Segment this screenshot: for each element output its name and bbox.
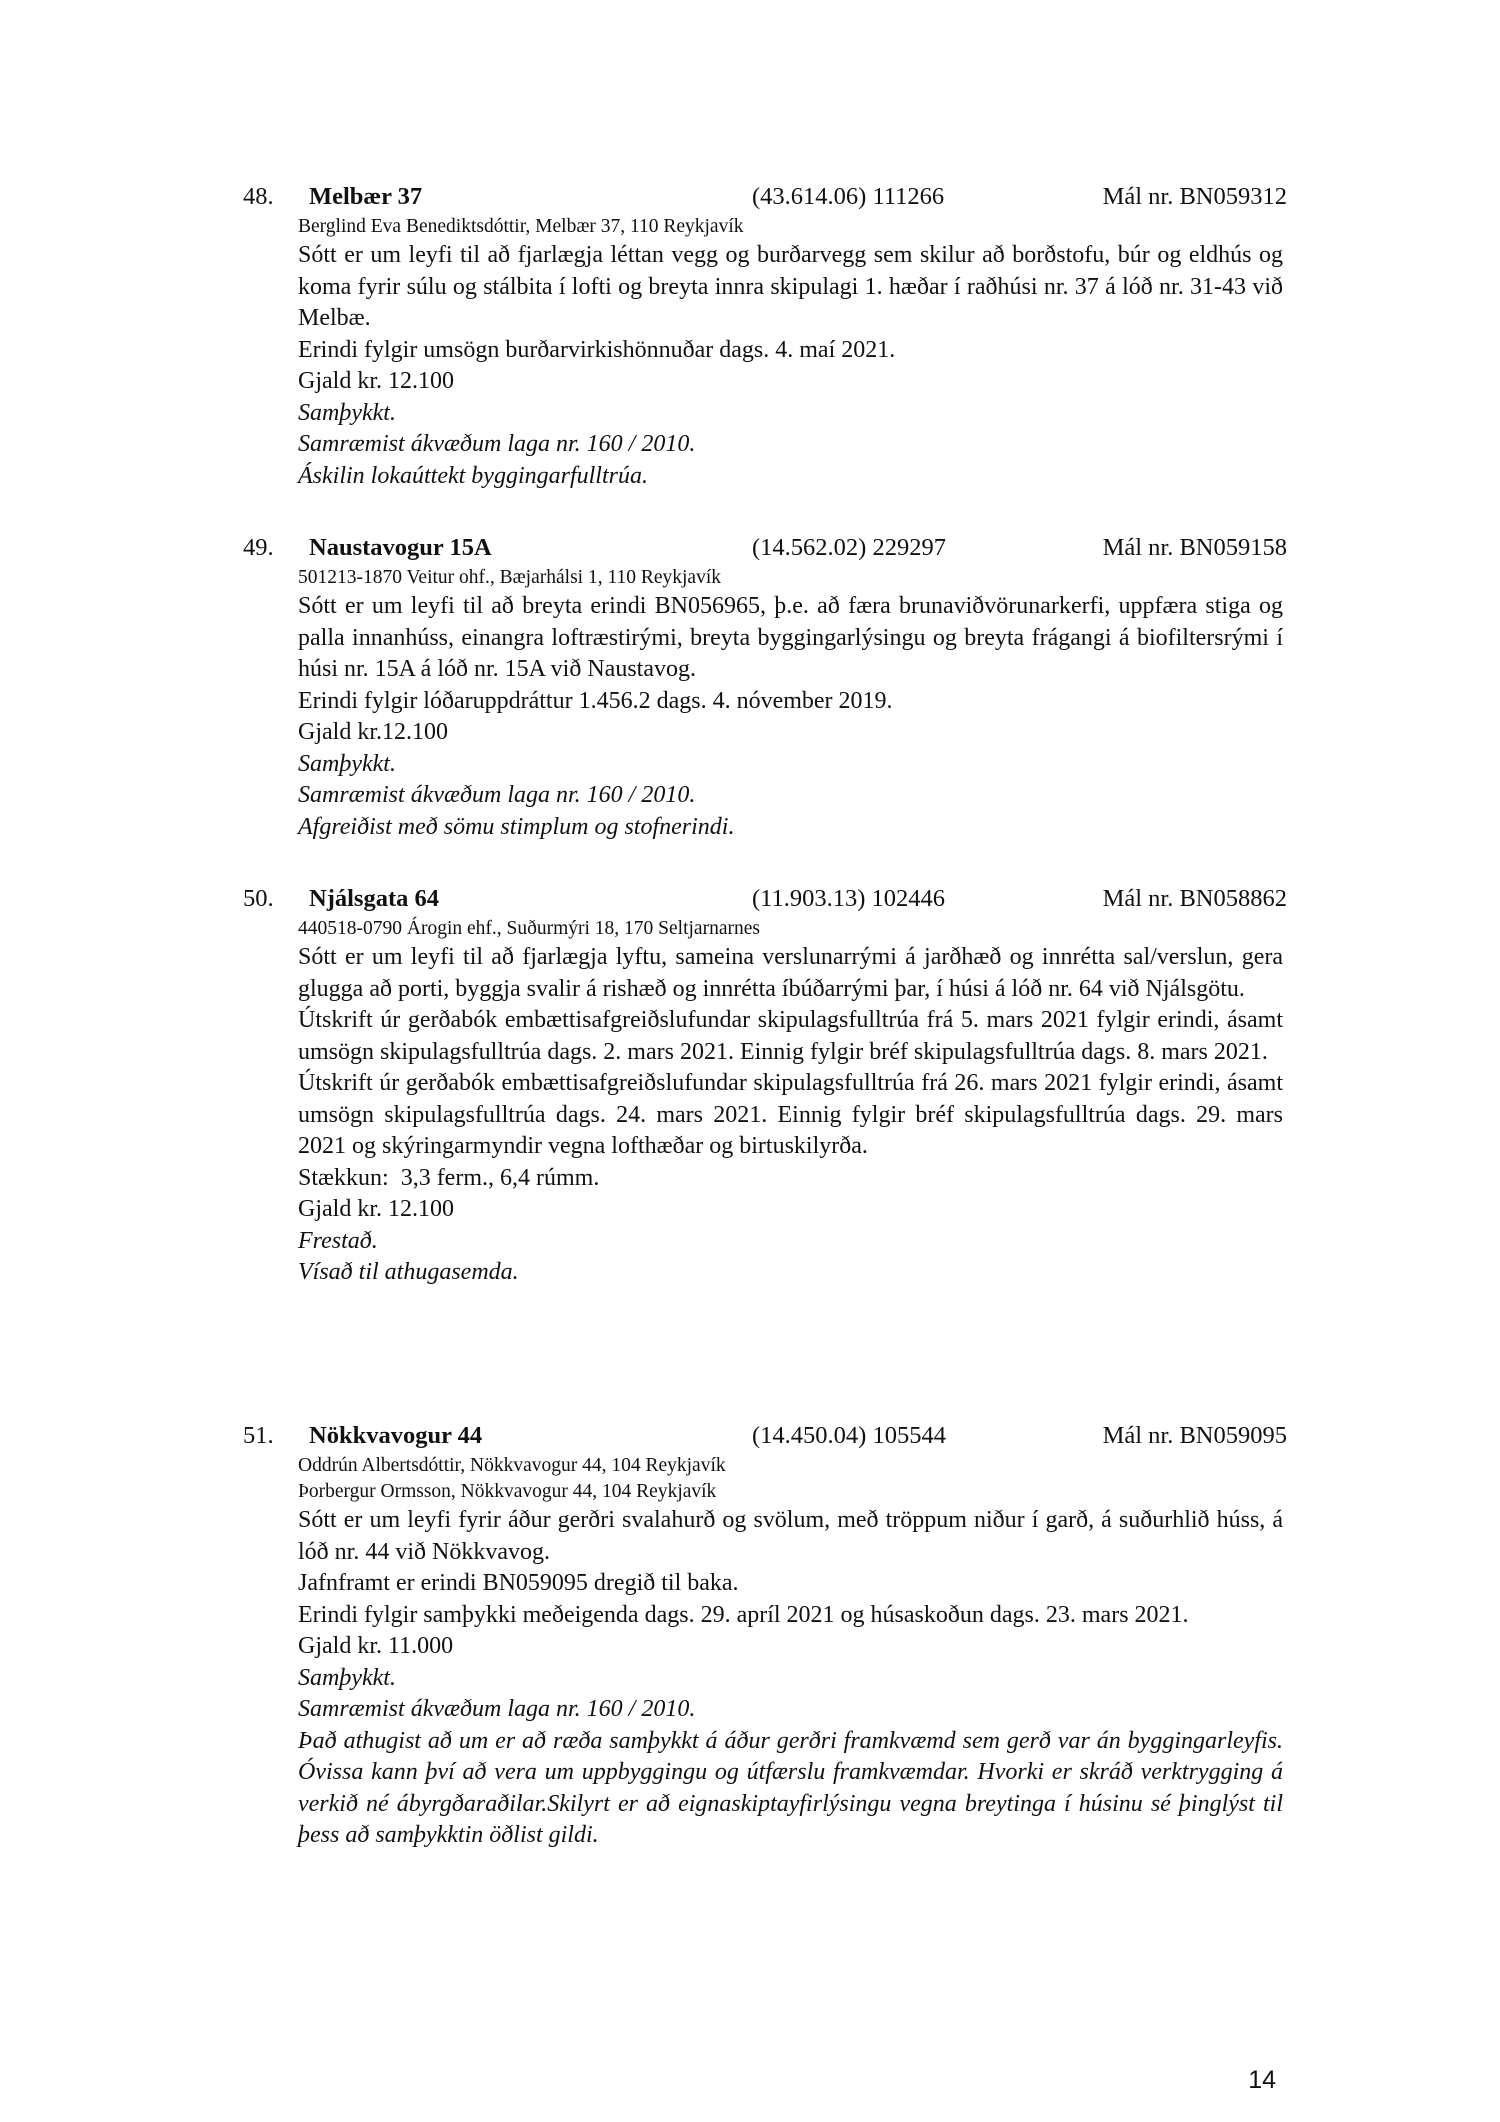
entry-number: 50. <box>243 885 274 912</box>
applicant: Oddrún Albertsdóttir, Nökkvavogur 44, 104 Reykjavík <box>298 1455 726 1476</box>
entry-decision: Samþykkt. <box>298 1664 396 1691</box>
entry-case-number: Mál nr. BN059312 <box>1102 183 1287 210</box>
entry-number: 49. <box>243 534 274 561</box>
entry-reference: (14.562.02) 229297 <box>752 534 946 561</box>
entry-case-number: Mál nr. BN058862 <box>1102 885 1287 912</box>
entry-note: Erindi fylgir lóðaruppdráttur 1.456.2 dags. 4. nóvember 2019. <box>298 687 893 714</box>
entry-decision: Frestað. <box>298 1227 378 1254</box>
entry-case-number: Mál nr. BN059158 <box>1102 534 1287 561</box>
case-entry <box>243 180 1287 492</box>
entry-number: 51. <box>243 1422 274 1449</box>
case-entry <box>243 882 1287 1289</box>
entry-decision: Afgreiðist með sömu stimplum og stofnerindi. <box>298 813 735 840</box>
entry-decision: Samræmist ákvæðum laga nr. 160 / 2010. <box>298 782 696 808</box>
entry-note: Jafnframt er erindi BN059095 dregið til baka. <box>298 1570 739 1596</box>
entry-decision: Samþykkt. <box>298 399 396 426</box>
entry-decision: Áskilin lokaúttekt byggingarfulltrúa. <box>298 462 648 489</box>
entry-decision: Vísað til athugasemda. <box>298 1259 519 1285</box>
applicant: 501213-1870 Veitur ohf., Bæjarhálsi 1, 110 Reykjavík <box>298 567 722 588</box>
entry-decision: Samræmist ákvæðum laga nr. 160 / 2010. <box>298 431 696 457</box>
entry-body <box>298 916 1283 1289</box>
entry-address: Naustavogur 15A <box>309 534 492 561</box>
entry-fee: Gjald kr. 11.000 <box>298 1633 454 1659</box>
entry-header <box>243 180 1287 214</box>
page-number: 14 <box>1248 2066 1276 2094</box>
entry-decision: Samræmist ákvæðum laga nr. 160 / 2010. <box>298 1696 696 1722</box>
entry-fee: Gjald kr.12.100 <box>298 719 448 745</box>
applicant: 440518-0790 Árogin ehf., Suðurmýri 18, 170 Seltjarnarnes <box>298 918 760 939</box>
applicant: Þorbergur Ormsson, Nökkvavogur 44, 104 Reykjavík <box>298 1481 717 1502</box>
entry-description: Sótt er um leyfi til að fjarlægja léttan vegg og burðarvegg sem skilur að borðstofu, búr og eldhús og koma fyrir súlu og stálbita í lofti og breyta innra skipulagi 1. hæðar í raðhúsi nr. 37 á lóð nr. 31-43 við Melbæ. <box>298 242 1283 331</box>
case-entry <box>243 531 1287 843</box>
entry-body <box>298 214 1283 492</box>
entry-description: Sótt er um leyfi til að breyta erindi BN056965, þ.e. að færa brunaviðvörunarkerfi, uppfæra stiga og palla innanhúss, einangra loftræstirými, breyta byggingarlýsingu og breyta frágangi á biofiltersrými í húsi nr. 15A á lóð nr. 15A við Naustavog. <box>298 593 1283 682</box>
applicant: Berglind Eva Benediktsdóttir, Melbær 37, 110 Reykjavík <box>298 216 744 237</box>
entry-note: Erindi fylgir umsögn burðarvirkishönnuðar dags. 4. maí 2021. <box>298 336 896 363</box>
entry-note: Erindi fylgir samþykki meðeigenda dags. 29. apríl 2021 og húsaskoðun dags. 23. mars 2021. <box>298 1601 1189 1628</box>
entry-reference: (14.450.04) 105544 <box>752 1422 946 1449</box>
entry-body <box>298 1453 1283 1852</box>
entry-address: Nökkvavogur 44 <box>309 1422 483 1449</box>
entry-note: Útskrift úr gerðabók embættisafgreiðslufundar skipulagsfulltrúa frá 5. mars 2021 fylgir erindi, ásamt umsögn skipulagsfulltrúa dags. 2. mars 2021. Einnig fylgir bréf skipulagsfulltrúa dags. 8. mars 2021. <box>298 1007 1283 1065</box>
entry-description: Sótt er um leyfi fyrir áður gerðri svalahurð og svölum, með tröppum niður í garð, á suðurhlið húss, á lóð nr. 44 við Nökkvavog. <box>298 1507 1283 1565</box>
entry-reference: (11.903.13) 102446 <box>752 885 946 912</box>
entry-header <box>243 531 1287 565</box>
entry-fee: Gjald kr. 12.100 <box>298 368 454 394</box>
case-entry <box>243 1419 1287 1852</box>
entry-decision: Samþykkt. <box>298 750 396 777</box>
entry-address: Melbær 37 <box>309 183 423 210</box>
entry-header <box>243 882 1287 916</box>
entry-note: Útskrift úr gerðabók embættisafgreiðslufundar skipulagsfulltrúa frá 26. mars 2021 fylgir erindi, ásamt umsögn skipulagsfulltrúa dags. 24. mars 2021. Einnig fylgir bréf skipulagsfulltrúa dags. 29. mars 2021 og skýringarmyndir vegna lofthæðar og birtuskilyrða. <box>298 1070 1283 1159</box>
entry-address: Njálsgata 64 <box>309 885 439 912</box>
entry-body <box>298 565 1283 843</box>
entry-number: 48. <box>243 183 274 210</box>
entry-reference: (43.614.06) 111266 <box>752 183 945 210</box>
entry-description: Sótt er um leyfi til að fjarlægja lyftu, sameina verslunarrými á jarðhæð og innrétta sal/verslun, gera glugga að porti, byggja svalir á rishæð og innrétta íbúðarrými þar, í húsi á lóð nr. 64 við Njálsgötu. <box>298 944 1283 1002</box>
entry-fee: Gjald kr. 12.100 <box>298 1196 454 1222</box>
entry-header <box>243 1419 1287 1453</box>
entry-case-number: Mál nr. BN059095 <box>1102 1422 1287 1449</box>
entry-expansion: Stækkun: 3,3 ferm., 6,4 rúmm. <box>298 1164 600 1191</box>
entry-remark: Það athugist að um er að ræða samþykkt á áður gerðri framkvæmd sem gerð var án byggingarleyfis. Óvissa kann því að vera um uppbyggingu og útfærslu framkvæmdar. Hvorki er skráð verktrygging á verkið né ábyrgðaraðilar.Skilyrt er að eignaskiptayfirlýsingu vegna breytinga í húsinu sé þinglýst til þess að samþykktin öðlist gildi. <box>298 1727 1283 1848</box>
